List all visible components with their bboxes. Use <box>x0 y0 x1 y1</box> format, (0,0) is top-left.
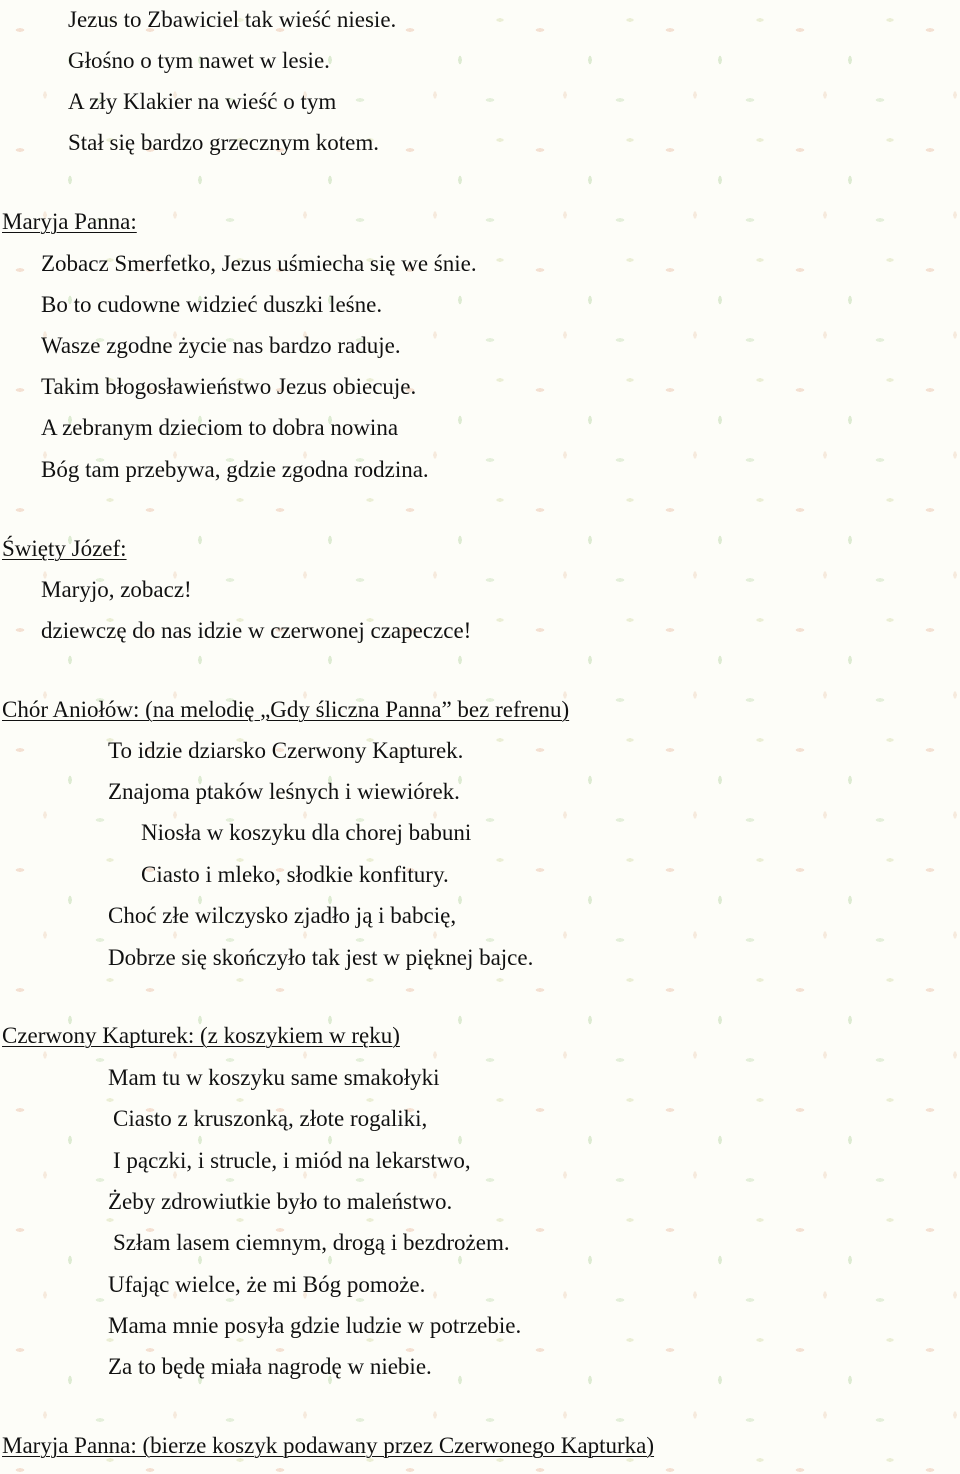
verse-line: Takim błogosławieństwo Jezus obiecuje. <box>41 374 417 399</box>
verse-line: I pączki, i strucle, i miód na lekarstwo, <box>113 1148 471 1173</box>
verse-line: Zobacz Smerfetko, Jezus uśmiecha się we śnie. <box>41 251 477 276</box>
verse-line: Wasze zgodne życie nas bardzo raduje. <box>41 333 401 358</box>
speaker-heading-jozef: Święty Józef: <box>2 536 127 561</box>
speaker-heading-kapturek: Czerwony Kapturek: (z koszykiem w ręku) <box>2 1023 400 1048</box>
verse-line: Szłam lasem ciemnym, drogą i bezdrożem. <box>113 1230 510 1255</box>
verse-line: A zebranym dzieciom to dobra nowina <box>41 415 399 440</box>
verse-line: Stał się bardzo grzecznym kotem. <box>68 130 380 155</box>
verse-line: Głośno o tym nawet w lesie. <box>68 48 330 73</box>
verse-line: A zły Klakier na wieść o tym <box>68 89 337 114</box>
verse-line: Maryjo, zobacz! <box>41 577 192 602</box>
speaker-heading-maryja-2: Maryja Panna: (bierze koszyk podawany przez Czerwonego Kapturka) <box>2 1433 655 1458</box>
verse-line: Ciasto i mleko, słodkie konfitury. <box>141 862 449 887</box>
speaker-heading-maryja: Maryja Panna: <box>2 209 137 234</box>
verse-line: Mam tu w koszyku same smakołyki <box>108 1065 440 1090</box>
verse-line: Jezus to Zbawiciel tak wieść niesie. <box>68 7 397 32</box>
verse-line: Znajoma ptaków leśnych i wiewiórek. <box>108 779 460 804</box>
verse-line: Za to będę miała nagrodę w niebie. <box>108 1354 432 1379</box>
verse-line: Choć złe wilczysko zjadło ją i babcię, <box>108 903 457 928</box>
verse-line: To idzie dziarsko Czerwony Kapturek. <box>108 738 464 763</box>
verse-line: Mama mnie posyła gdzie ludzie w potrzebie. <box>108 1313 522 1338</box>
verse-line: dziewczę do nas idzie w czerwonej czapeczce! <box>41 618 472 643</box>
speaker-heading-chor: Chór Aniołów: (na melodię „Gdy śliczna Panna” bez refrenu) <box>2 697 570 722</box>
verse-line: Ciasto z kruszonką, złote rogaliki, <box>113 1106 428 1131</box>
verse-line: Bóg tam przebywa, gdzie zgodna rodzina. <box>41 457 429 482</box>
verse-line: Dobrze się skończyło tak jest w pięknej bajce. <box>108 945 534 970</box>
verse-line: Bo to cudowne widzieć duszki leśne. <box>41 292 383 317</box>
verse-line: Ufając wielce, że mi Bóg pomoże. <box>108 1272 426 1297</box>
verse-line: Niosła w koszyku dla chorej babuni <box>141 820 472 845</box>
verse-line: Żeby zdrowiutkie było to maleństwo. <box>108 1189 453 1214</box>
